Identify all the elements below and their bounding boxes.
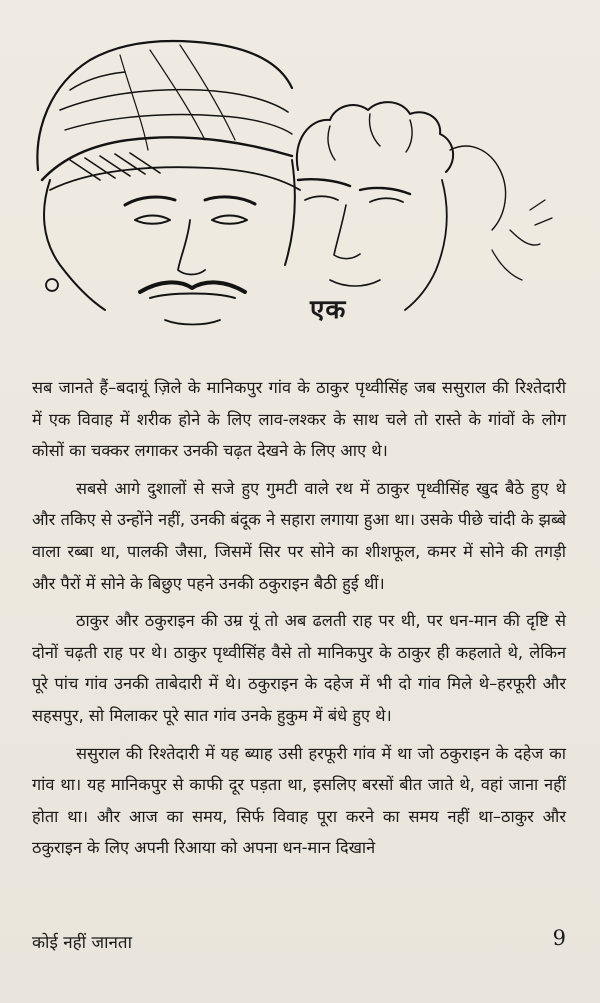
paragraph-1: सब जानते हैं–बदायूं ज़िले के मानिकपुर गांव के ठाकुर पृथ्वीसिंह जब ससुराल की रिश्तेदारी में एक विवाह में शरीक होने के लिए लाव-लश्कर के साथ चले तो रास्ते के गांवों के लोग कोसों का चक्कर लगाकर उनकी चढ़त देखने के लिए आए थे।	[32, 378, 566, 461]
chapter-body	[32, 372, 566, 870]
paragraph-3: ठाकुर और ठकुराइन की उम्र यूं तो अब ढलती राह पर थी, पर धन-मान की दृष्टि से दोनों चढ़ती राह पर थे। ठाकुर पृथ्वीसिंह वैसे तो मानिकपुर के ठाकुर ही कहलाते थे, लेकिन पूरे पांच गांव उनकी ताबेदारी में थे। ठकुराइन के दहेज में भी दो गांव मिले थे–हरफूरी और सहसपुर, सो मिलाकर पूरे सात गांव उनके हुकुम में बंधे हुए थे।	[32, 611, 566, 725]
footer-book-title: कोई नहीं जानता	[32, 933, 133, 953]
chapter-title: एक	[310, 295, 347, 325]
footer-page-number: 9	[552, 926, 566, 950]
paragraph-4: ससुराल की रिश्तेदारी में यह ब्याह उसी हरफूरी गांव में था जो ठकुराइन के दहेज का गांव था। यह मानिकपुर से काफी दूर पड़ता था, इसलिए बरसों बीत जाते थे, वहां जाना नहीं होता था। और आज का समय, सिर्फ विवाह पूरा करने का समय नहीं था–ठाकुर और ठकुराइन के लिए अपनी रिआया को अपना धन-मान दिखाने	[32, 743, 566, 858]
portrait-sketch-illustration	[30, 30, 565, 350]
paragraph-2: सबसे आगे दुशालों से सजे हुए गुमटी वाले रथ में ठाकुर पृथ्वीसिंह खुद बैठे हुए थे और तकिए से उन्होंने नहीं, उनकी बंदूक ने सहारा लगाया हुआ था। उसके पीछे चांदी के झब्बे वाला रब्बा था, पालकी जैसा, जिसमें सिर पर सोने का शीशफूल, कमर में सोने की तगड़ी और पैरों में सोने के बिछुए पहने उनकी ठकुराइन बैठी हुई थीं।	[32, 478, 566, 593]
